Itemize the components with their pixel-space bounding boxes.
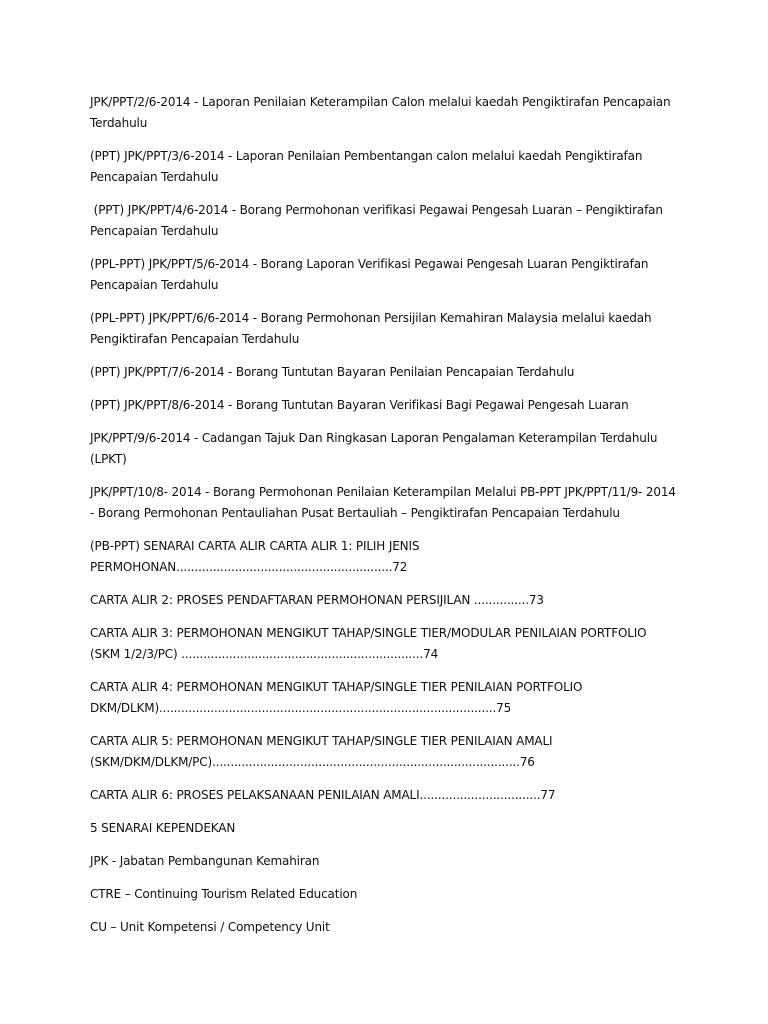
abbreviation-ctre: CTRE – Continuing Tourism Related Education <box>90 887 358 901</box>
toc-entry-carta-alir-2: CARTA ALIR 2: PROSES PENDAFTARAN PERMOHONAN PERSIJILAN ...............73 <box>90 593 544 607</box>
paragraph-jpk-ppt-6: (PPL-PPT) JPK/PPT/6/6-2014 - Borang Permohonan Persijilan Kemahiran Malaysia melalui kaedah Pengiktirafan Pencapaian Terdahulu <box>90 311 656 346</box>
paragraph-jpk-ppt-10-11: JPK/PPT/10/8- 2014 - Borang Permohonan Penilaian Keterampilan Melalui PB-PPT JPK/PPT/11/9- 2014 - Borang Permohonan Pentauliahan Pusat Bertauliah – Pengiktirafan Pencapaian Terdahulu <box>90 485 680 520</box>
abbreviation-cu: CU – Unit Kompetensi / Competency Unit <box>90 920 330 934</box>
paragraph-jpk-ppt-2: JPK/PPT/2/6-2014 - Laporan Penilaian Keterampilan Calon melalui kaedah Pengiktirafan Pencapaian Terdahulu <box>90 95 675 130</box>
paragraph-jpk-ppt-8: (PPT) JPK/PPT/8/6-2014 - Borang Tuntutan Bayaran Verifikasi Bagi Pegawai Pengesah Luaran <box>90 398 629 412</box>
document-page <box>90 92 680 950</box>
paragraph-jpk-ppt-4: (PPT) JPK/PPT/4/6-2014 - Borang Permohonan verifikasi Pegawai Pengesah Luaran – Pengiktirafan Pencapaian Terdahulu <box>90 203 667 238</box>
toc-entry-carta-alir-6: CARTA ALIR 6: PROSES PELAKSANAAN PENILAIAN AMALI.................................77 <box>90 788 556 802</box>
toc-entry-carta-alir-4: CARTA ALIR 4: PERMOHONAN MENGIKUT TAHAP/SINGLE TIER PENILAIAN PORTFOLIO DKM/DLKM)............................................................................................75 <box>90 680 583 715</box>
section-heading-senarai-kependekan: 5 SENARAI KEPENDEKAN <box>90 821 236 835</box>
toc-entry-carta-alir-3: CARTA ALIR 3: PERMOHONAN MENGIKUT TAHAP/SINGLE TIER/MODULAR PENILAIAN PORTFOLIO (SKM 1/2/3/PC) ..................................................................74 <box>90 626 651 661</box>
abbreviation-jpk: JPK - Jabatan Pembangunan Kemahiran <box>90 854 320 868</box>
toc-entry-carta-alir-1: (PB-PPT) SENARAI CARTA ALIR CARTA ALIR 1: PILIH JENIS PERMOHONAN...........................................................72 <box>90 539 420 574</box>
toc-entry-carta-alir-5: CARTA ALIR 5: PERMOHONAN MENGIKUT TAHAP/SINGLE TIER PENILAIAN AMALI (SKM/DKM/DLKM/PC)....................................................................................76 <box>90 734 553 769</box>
paragraph-jpk-ppt-9: JPK/PPT/9/6-2014 - Cadangan Tajuk Dan Ringkasan Laporan Pengalaman Keterampilan Terdahulu (LPKT) <box>90 431 662 466</box>
paragraph-jpk-ppt-7: (PPT) JPK/PPT/7/6-2014 - Borang Tuntutan Bayaran Penilaian Pencapaian Terdahulu <box>90 365 575 379</box>
paragraph-jpk-ppt-3: (PPT) JPK/PPT/3/6-2014 - Laporan Penilaian Pembentangan calon melalui kaedah Pengiktirafan Pencapaian Terdahulu <box>90 149 646 184</box>
paragraph-jpk-ppt-5: (PPL-PPT) JPK/PPT/5/6-2014 - Borang Laporan Verifikasi Pegawai Pengesah Luaran Pengiktirafan Pencapaian Terdahulu <box>90 257 653 292</box>
